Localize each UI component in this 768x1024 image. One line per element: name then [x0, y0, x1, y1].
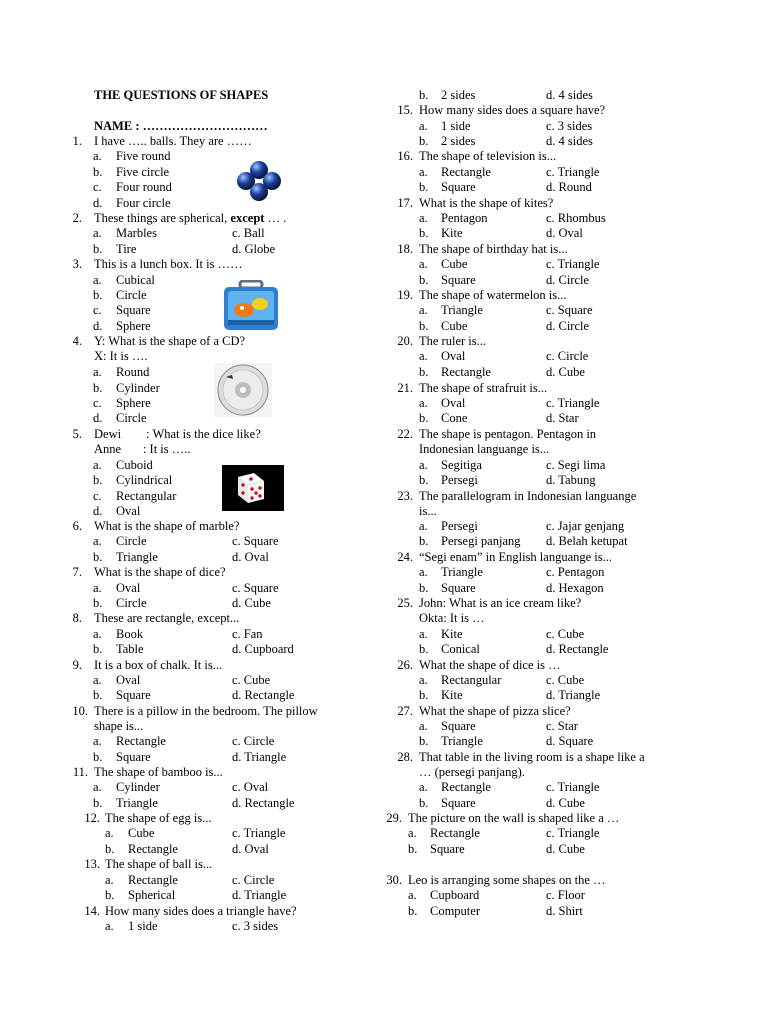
option-b: Circle [116, 596, 147, 610]
question-number: 28. [397, 750, 413, 764]
option-d: d. Rectangle [232, 796, 295, 810]
option-c: c. Triangle [546, 165, 600, 179]
option-c: c. Star [546, 719, 578, 733]
option-letter: a. [419, 565, 428, 579]
option-d: d. Oval [546, 226, 583, 240]
option-c: c. Triangle [232, 826, 286, 840]
option-letter: a. [105, 826, 114, 840]
option-a: Round [116, 365, 150, 379]
option-c: c. Fan [232, 627, 263, 641]
option-letter: a. [419, 519, 428, 533]
option-a: Oval [441, 349, 466, 363]
question-number: 7. [72, 565, 82, 579]
question-number: 5. [72, 427, 82, 441]
option-letter: a. [93, 365, 102, 379]
name-field-label: NAME : ………………………… [94, 119, 268, 133]
option-c: c. Ball [232, 226, 265, 240]
option-letter: b. [419, 88, 429, 102]
option-letter: a. [105, 873, 114, 887]
option-d: d. Globe [232, 242, 276, 256]
question-text: The shape of strafruit is... [419, 381, 548, 395]
option-c: c. Circle [232, 873, 275, 887]
option-d: d. 4 sides [546, 88, 593, 102]
option-letter: a. [408, 888, 417, 902]
question-number: 8. [72, 611, 82, 625]
option-b: Square [116, 688, 151, 702]
option-b: Square [116, 750, 151, 764]
option-a: Oval [116, 581, 141, 595]
option-d: d. Circle [546, 319, 590, 333]
option-a: Persegi [441, 519, 478, 533]
option-d: d. Oval [232, 842, 269, 856]
option-letter: b. [419, 411, 429, 425]
question-number: 13. [84, 857, 100, 871]
question-number: 3. [72, 257, 82, 271]
option-letter: b. [105, 888, 115, 902]
question-text-line2: shape is... [94, 719, 144, 733]
option-b: Table [116, 642, 144, 656]
question-number: 26. [397, 658, 413, 672]
option-letter: a. [93, 226, 102, 240]
option-letter: b. [93, 642, 103, 656]
option-letter: b. [93, 750, 103, 764]
option-b: Spherical [128, 888, 176, 902]
question-text: What is the shape of kites? [419, 196, 554, 210]
option-c: c. Jajar genjang [546, 519, 625, 533]
question-text: That table in the living room is a shape like a [419, 750, 645, 764]
option-letter: a. [419, 719, 428, 733]
question-number: 6. [72, 519, 82, 533]
option-c: c. Floor [546, 888, 585, 902]
option-c: c. Cube [546, 627, 585, 641]
question-text-line2: Indonesian languange is... [419, 442, 550, 456]
option-letter: a. [93, 627, 102, 641]
question-number: 9. [72, 658, 82, 672]
question-text: The shape of bamboo is... [94, 765, 223, 779]
lunch-box-image [222, 280, 280, 332]
option-c: c. 3 sides [232, 919, 279, 933]
option-d: d. Square [546, 734, 594, 748]
option-letter: b. [419, 180, 429, 194]
option-a: Cupboard [430, 888, 480, 902]
option-a: Cylinder [116, 780, 160, 794]
option-c: Four round [116, 180, 172, 194]
option-d: d. Belah ketupat [546, 534, 628, 548]
option-b: Square [441, 273, 476, 287]
cd-image [214, 363, 272, 417]
option-letter: a. [419, 257, 428, 271]
question-text-line2: is... [419, 504, 437, 518]
option-b: Square [430, 842, 465, 856]
option-d: d. Cube [232, 596, 271, 610]
question-number: 14. [84, 904, 100, 918]
question-text: What is the shape of dice? [94, 565, 226, 579]
option-d: Oval [116, 504, 141, 518]
question-number: 17. [397, 196, 413, 210]
option-a: Five round [116, 149, 171, 163]
option-letter: c. [93, 489, 102, 503]
option-d: d. Shirt [546, 904, 583, 918]
option-c: c. Segi lima [546, 458, 606, 472]
option-d: d. Rectangle [232, 688, 295, 702]
question-text: What the shape of pizza slice? [419, 704, 571, 718]
option-letter: c. [93, 396, 102, 410]
option-letter: a. [419, 780, 428, 794]
option-d: Four circle [116, 196, 171, 210]
option-a: Pentagon [441, 211, 488, 225]
option-a: Oval [116, 673, 141, 687]
option-letter: b. [93, 796, 103, 810]
question-text: The ruler is... [419, 334, 486, 348]
option-c: c. Rhombus [546, 211, 606, 225]
option-d: d. Triangle [232, 888, 287, 902]
option-d: d. Hexagon [546, 581, 604, 595]
option-letter: b. [408, 842, 418, 856]
question-text: How many sides does a triangle have? [105, 904, 297, 918]
option-letter: a. [105, 919, 114, 933]
option-d: Circle [116, 411, 147, 425]
question-number: 10. [72, 704, 88, 718]
option-c: c. Circle [546, 349, 589, 363]
option-c: c. Oval [232, 780, 269, 794]
option-c: c. Triangle [546, 780, 600, 794]
option-letter: b. [93, 688, 103, 702]
option-letter: d. [93, 196, 103, 210]
option-b: Tire [116, 242, 137, 256]
option-d: d. Cube [546, 842, 585, 856]
option-b: Five circle [116, 165, 170, 179]
option-d: d. Cube [546, 796, 585, 810]
question-number: 19. [397, 288, 413, 302]
option-d: d. Circle [546, 273, 590, 287]
question-text: The shape of birthday hat is... [419, 242, 568, 256]
option-letter: a. [419, 627, 428, 641]
option-a: Book [116, 627, 144, 641]
option-letter: b. [419, 581, 429, 595]
option-a: Triangle [441, 303, 483, 317]
option-d: d. Triangle [546, 688, 601, 702]
option-b: Conical [441, 642, 480, 656]
option-c: c. Cube [232, 673, 271, 687]
option-letter: b. [419, 734, 429, 748]
question-text-line2: Okta: It is … [419, 611, 485, 625]
option-letter: b. [419, 319, 429, 333]
question-text: These things are spherical, except … . [94, 211, 287, 225]
option-letter: b. [105, 842, 115, 856]
option-c: Square [116, 303, 151, 317]
option-c: c. Square [232, 581, 279, 595]
question-number: 23. [397, 489, 413, 503]
option-c: c. Circle [232, 734, 275, 748]
question-text: Dewi : What is the dice like? [94, 427, 261, 441]
option-letter: b. [93, 288, 103, 302]
option-letter: a. [408, 826, 417, 840]
option-d: Sphere [116, 319, 151, 333]
option-a: Oval [441, 396, 466, 410]
option-a: Rectangle [128, 873, 178, 887]
option-letter: b. [93, 165, 103, 179]
option-letter: b. [93, 473, 103, 487]
option-b: Cylinder [116, 381, 160, 395]
question-number: 25. [397, 596, 413, 610]
question-text: The shape of television is... [419, 149, 557, 163]
option-letter: a. [93, 273, 102, 287]
option-letter: b. [419, 688, 429, 702]
option-d: d. Cube [546, 365, 585, 379]
option-letter: b. [93, 242, 103, 256]
option-c: c. 3 sides [546, 119, 593, 133]
question-text: How many sides does a square have? [419, 103, 606, 117]
option-a: Rectangle [441, 165, 491, 179]
question-number: 12. [84, 811, 100, 825]
option-letter: a. [419, 303, 428, 317]
option-letter: b. [419, 534, 429, 548]
option-a: Segitiga [441, 458, 482, 472]
option-a: Marbles [116, 226, 157, 240]
question-number: 24. [397, 550, 413, 564]
question-number: 20. [397, 334, 413, 348]
option-a: 1 side [441, 119, 471, 133]
option-letter: b. [419, 365, 429, 379]
question-text: It is a box of chalk. It is... [94, 658, 223, 672]
option-d: d. 4 sides [546, 134, 593, 148]
option-letter: d. [93, 411, 103, 425]
option-letter: b. [419, 642, 429, 656]
option-b: Square [441, 180, 476, 194]
option-c: c. Triangle [546, 396, 600, 410]
option-c: c. Square [546, 303, 593, 317]
option-a: Circle [116, 534, 147, 548]
option-letter: b. [93, 596, 103, 610]
option-c: c. Pentagon [546, 565, 605, 579]
option-letter: c. [93, 180, 102, 194]
question-text: Y: What is the shape of a CD? [94, 334, 246, 348]
option-letter: b. [419, 134, 429, 148]
balls-image [234, 160, 284, 202]
option-a: Square [441, 719, 476, 733]
question-text: The shape is pentagon. Pentagon in [419, 427, 597, 441]
option-a: Cube [441, 257, 468, 271]
question-text: The shape of ball is... [105, 857, 213, 871]
option-c: c. Cube [546, 673, 585, 687]
option-b: Triangle [441, 734, 483, 748]
option-letter: b. [93, 550, 103, 564]
option-letter: a. [419, 396, 428, 410]
option-c: c. Triangle [546, 257, 600, 271]
option-c: Rectangular [116, 489, 177, 503]
option-letter: a. [419, 165, 428, 179]
question-number: 15. [397, 103, 413, 117]
page-title: THE QUESTIONS OF SHAPES [94, 88, 269, 102]
option-b: Persegi [441, 473, 478, 487]
option-c: Sphere [116, 396, 151, 410]
question-number: 27. [397, 704, 413, 718]
option-letter: a. [93, 581, 102, 595]
option-b: Triangle [116, 550, 158, 564]
option-d: d. Star [546, 411, 579, 425]
option-d: d. Tabung [546, 473, 596, 487]
option-a: Cubical [116, 273, 155, 287]
question-number: 30. [386, 873, 402, 887]
option-letter: a. [93, 780, 102, 794]
dice-image [222, 465, 284, 511]
option-letter: a. [419, 119, 428, 133]
question-text: John: What is an ice cream like? [419, 596, 582, 610]
question-number: 29. [386, 811, 402, 825]
option-d: d. Cupboard [232, 642, 294, 656]
option-letter: b. [419, 796, 429, 810]
question-text: What the shape of dice is … [419, 658, 561, 672]
option-c: c. Square [232, 534, 279, 548]
option-b: Square [441, 581, 476, 595]
question-number: 4. [72, 334, 82, 348]
question-number: 21. [397, 381, 413, 395]
option-c: c. Triangle [546, 826, 600, 840]
question-text: These are rectangle, except... [94, 611, 240, 625]
option-letter: d. [93, 319, 103, 333]
question-number: 1. [72, 134, 82, 148]
option-letter: a. [419, 349, 428, 363]
option-b: Cone [441, 411, 468, 425]
option-letter: b. [419, 473, 429, 487]
question-text-line2: X: It is …. [94, 349, 148, 363]
option-letter: c. [93, 303, 102, 317]
question-text: The picture on the wall is shaped like a … [408, 811, 620, 825]
option-letter: a. [419, 673, 428, 687]
option-letter: b. [93, 381, 103, 395]
option-b: Persegi panjang [441, 534, 521, 548]
option-letter: a. [419, 458, 428, 472]
option-letter: b. [408, 904, 418, 918]
option-d: d. Triangle [232, 750, 287, 764]
question-number: 11. [72, 765, 88, 779]
option-a: Triangle [441, 565, 483, 579]
option-b: Rectangle [441, 365, 491, 379]
option-a: Rectangle [430, 826, 480, 840]
option-a: Cube [128, 826, 155, 840]
question-text: I have ….. balls. They are …… [94, 134, 252, 148]
option-b: Square [441, 796, 476, 810]
option-a: Cuboid [116, 458, 153, 472]
option-b: 2 sides [441, 88, 476, 102]
question-number: 22. [397, 427, 413, 441]
option-b: Kite [441, 688, 463, 702]
question-text: This is a lunch box. It is …… [94, 257, 243, 271]
option-letter: d. [93, 504, 103, 518]
option-letter: b. [419, 273, 429, 287]
question-text-line2: Anne : It is ….. [94, 442, 191, 456]
question-text-line2: … (persegi panjang). [419, 765, 525, 779]
option-b: Circle [116, 288, 147, 302]
option-letter: a. [419, 211, 428, 225]
option-letter: b. [419, 226, 429, 240]
question-text: The parallelogram in Indonesian languange [419, 489, 637, 503]
option-letter: a. [93, 458, 102, 472]
question-number: 18. [397, 242, 413, 256]
question-text: Leo is arranging some shapes on the … [408, 873, 606, 887]
option-b: Cube [441, 319, 468, 333]
option-letter: a. [93, 149, 102, 163]
option-b: Rectangle [128, 842, 178, 856]
question-text: The shape of watermelon is... [419, 288, 567, 302]
question-text: The shape of egg is... [105, 811, 212, 825]
option-b: Computer [430, 904, 480, 918]
option-letter: a. [93, 734, 102, 748]
option-a: Rectangle [441, 780, 491, 794]
question-text: There is a pillow in the bedroom. The pillow [94, 704, 318, 718]
question-text: What is the shape of marble? [94, 519, 240, 533]
option-d: d. Rectangle [546, 642, 609, 656]
option-a: Kite [441, 627, 463, 641]
option-a: 1 side [128, 919, 158, 933]
option-b: Triangle [116, 796, 158, 810]
option-b: 2 sides [441, 134, 476, 148]
option-d: d. Round [546, 180, 592, 194]
option-b: Kite [441, 226, 463, 240]
option-b: Cylindrical [116, 473, 173, 487]
option-d: d. Oval [232, 550, 269, 564]
question-number: 2. [72, 211, 82, 225]
question-text: “Segi enam” in English languange is... [419, 550, 613, 564]
option-a: Rectangle [116, 734, 166, 748]
question-number: 16. [397, 149, 413, 163]
option-letter: a. [93, 534, 102, 548]
option-letter: a. [93, 673, 102, 687]
option-a: Rectangular [441, 673, 502, 687]
